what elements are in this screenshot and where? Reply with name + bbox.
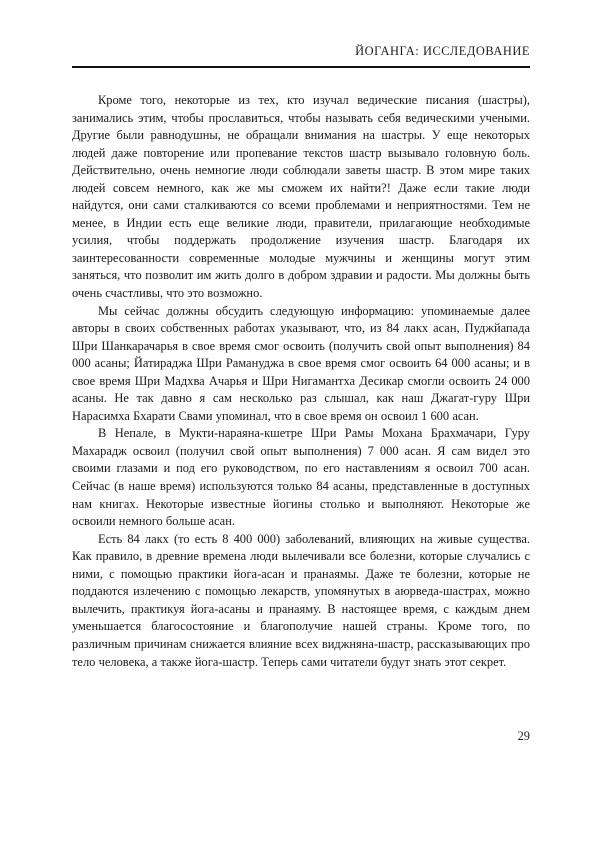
paragraph: В Непале, в Мукти-нараяна-кшетре Шри Рамы Мохана Брахмачари, Гуру Махарадж освоил (получил свой опыт выполнения) 7 000 асан. Я сам видел это своими глазами и под его руководством, по его наставлениям я освоил 700 асан. Сейчас (в наше время) используются только 84 асаны, представленные в доступных нам книгах. Некоторые известные йогины столько и выполняют. Некоторые же освоили немного больше асан. <box>72 426 530 529</box>
page-number: 29 <box>517 729 530 743</box>
running-head <box>72 44 530 58</box>
body-text-block <box>72 92 530 671</box>
paragraph: Кроме того, некоторые из тех, кто изучал ведические писания (шастры), занимались этим, чтобы прославиться, чтобы называть себя ведическими учеными. Другие были равнодушны, не обращали внимания на шастры. У еще некоторых людей даже повторение или пропевание текстов шастр вызывало головную боль. Действительно, очень немногие люди соблюдали заветы шастр. В этом мире таких людей совсем немного, как же мы сможем их найти?! Даже если такие люди найдутся, они сами сталкиваются со всеми проблемами и неприятностями. Тем не менее, в Индии есть еще великие люди, правители, прилагающие необходимые усилия, чтобы поддержать продолжение изучения шастр. Благодаря их заинтересованности современные молодые мужчины и женщины могут этим заняться, что позволит им жить долго в добром здравии и радости. Мы должны быть очень счастливы, что это возможно. <box>72 93 530 301</box>
running-head-title: ЙОГАНГА: ИССЛЕДОВАНИЕ <box>355 44 530 58</box>
folio <box>72 729 530 743</box>
paragraph: Мы сейчас должны обсудить следующую информацию: упоминаемые далее авторы в своих собственных работах указывают, что, из 84 лакх асан, Пуджйапада Шри Шанкарачарья в свое время смог освоить (получить свой опыт выполнения) 84 000 асаны; Йатираджа Шри Рамануджа в свое время смог освоить 64 000 асаны; и в свое время Шри Мадхва Ачарья и Шри Нигамантха Десикар смогли освоить 24 000 асаны. Не так давно я сам несколько раз слышал, как наш Джагат-гуру Шри Нарасимха Бхарати Свами упоминал, что в свое время он освоил 1 600 асан. <box>72 303 530 423</box>
paragraph: Есть 84 лакх (то есть 8 400 000) заболеваний, влияющих на живые существа. Как правило, в древние времена люди вылечивали все болезни, которые случались с ними, с помощью практики йога-асан и пранаямы. Даже те болезни, которые не поддаются излечению с помощью лекарств, упомянутых в аюрведа-шастрах, можно вылечить, практикуя йога-асаны и пранаяму. В настоящее время, с каждым днем уменьшается благосостояние и благополучие нашей страны. Кроме того, по различным причинам снижается влияние всех виджняна-шастр, рассказывающих про тело человека, а также йога-шастр. Теперь сами читатели будут знать этот секрет. <box>72 531 530 669</box>
header-rule <box>72 66 530 68</box>
